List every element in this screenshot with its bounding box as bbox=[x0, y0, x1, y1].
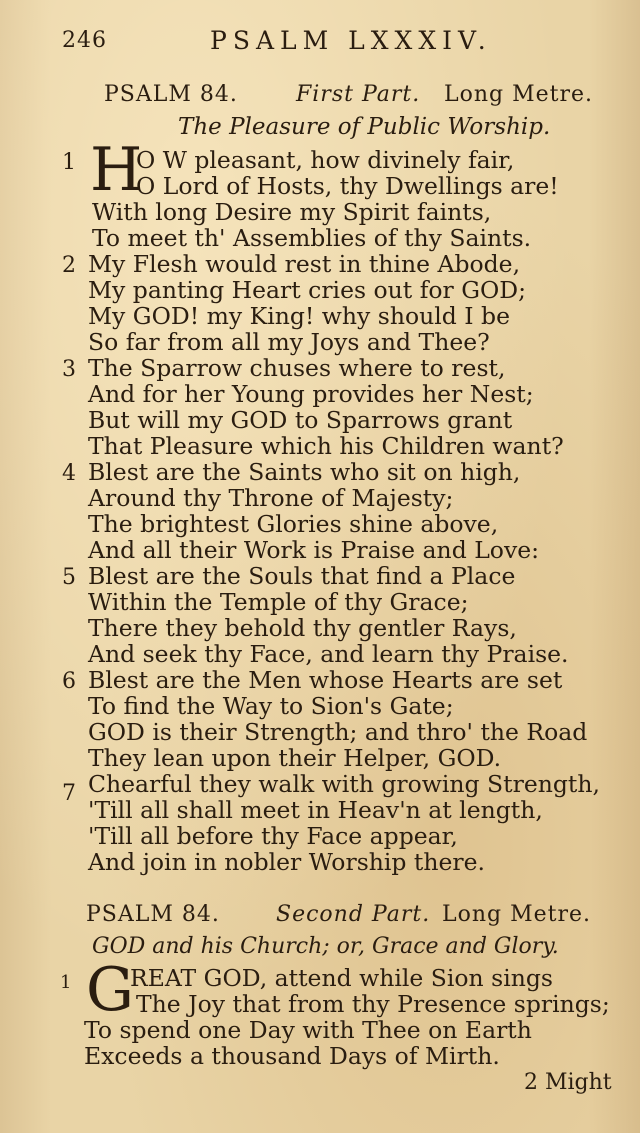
verse-number: 4 bbox=[62, 461, 76, 486]
verse-line: There they behold thy gentler Rays, bbox=[88, 614, 517, 642]
verse-number: 1 bbox=[62, 150, 76, 175]
verse-line: Around thy Throne of Majesty; bbox=[88, 484, 454, 512]
verse-number: 6 bbox=[62, 669, 76, 694]
verse-line: That Pleasure which his Children want? bbox=[88, 432, 564, 460]
verse-line: To find the Way to Sion's Gate; bbox=[88, 692, 454, 720]
part2-subtitle: GOD and his Church; or, Grace and Glory. bbox=[92, 934, 559, 959]
part2-part-label: Second Part. bbox=[276, 902, 431, 927]
verse-line: Within the Temple of thy Grace; bbox=[88, 588, 469, 616]
verse-line: And all their Work is Praise and Love: bbox=[88, 536, 540, 564]
verse-number: 5 bbox=[62, 565, 76, 590]
part2-metre-label: Long Metre. bbox=[442, 902, 592, 927]
part1-subtitle: The Pleasure of Public Worship. bbox=[178, 114, 551, 140]
running-head bbox=[62, 26, 592, 66]
part2-psalm-label: PSALM 84. bbox=[86, 902, 220, 927]
verse-line: The brightest Glories shine above, bbox=[88, 510, 499, 538]
verse-line: With long Desire my Spirit faints, bbox=[92, 198, 492, 226]
verse-line: 'Till all shall meet in Heav'n at length, bbox=[88, 796, 543, 824]
verse-line: The Sparrow chuses where to rest, bbox=[88, 354, 506, 382]
verse-line: O Lord of Hosts, thy Dwellings are! bbox=[136, 172, 559, 200]
verse-line: My panting Heart cries out for GOD; bbox=[88, 276, 527, 304]
verse-line: Blest are the Saints who sit on high, bbox=[88, 458, 521, 486]
verse-line: They lean upon their Helper, GOD. bbox=[88, 744, 502, 772]
verse-line: Blest are the Souls that find a Place bbox=[88, 562, 516, 590]
drop-cap: G bbox=[86, 955, 134, 1025]
part1-heading bbox=[104, 82, 604, 112]
drop-cap: H bbox=[90, 135, 143, 205]
verse-line: O W pleasant, how divinely fair, bbox=[136, 146, 515, 174]
verse-number: 7 bbox=[62, 781, 76, 806]
page-number: 246 bbox=[62, 28, 107, 53]
verse-line: To meet th' Assemblies of thy Saints. bbox=[92, 224, 532, 252]
verse-line: Chearful they walk with growing Strength, bbox=[88, 770, 600, 798]
verse-line: GOD is their Strength; and thro' the Road bbox=[88, 718, 588, 746]
verse-line: But will my GOD to Sparrows grant bbox=[88, 406, 513, 434]
verse-number: 1 bbox=[60, 972, 72, 993]
verse-line: And join in nobler Worship there. bbox=[88, 848, 486, 876]
verse-line: And seek thy Face, and learn thy Praise. bbox=[88, 640, 569, 668]
verse-number: 2 bbox=[62, 253, 76, 278]
part1-part-label: First Part. bbox=[296, 82, 421, 107]
part2-heading bbox=[86, 902, 606, 932]
verse-line: The Joy that from thy Presence springs; bbox=[136, 990, 610, 1018]
verse-line: And for her Young provides her Nest; bbox=[88, 380, 534, 408]
verse-line: Exceeds a thousand Days of Mirth. bbox=[84, 1042, 500, 1070]
verse-line: My GOD! my King! why should I be bbox=[88, 302, 511, 330]
verse-number: 3 bbox=[62, 357, 76, 382]
catchword: 2 Might bbox=[524, 1070, 612, 1095]
verse-line: So far from all my Joys and Thee? bbox=[88, 328, 490, 356]
verse-line: 'Till all before thy Face appear, bbox=[88, 822, 458, 850]
verse-line: REAT GOD, attend while Sion sings bbox=[130, 964, 553, 992]
part1-psalm-label: PSALM 84. bbox=[104, 82, 238, 107]
verse-line: Blest are the Men whose Hearts are set bbox=[88, 666, 563, 694]
verse-line: My Flesh would rest in thine Abode, bbox=[88, 250, 521, 278]
part1-metre-label: Long Metre. bbox=[444, 82, 594, 107]
running-title: PSALM LXXXIV. bbox=[210, 26, 492, 55]
verse-line: To spend one Day with Thee on Earth bbox=[84, 1016, 532, 1044]
